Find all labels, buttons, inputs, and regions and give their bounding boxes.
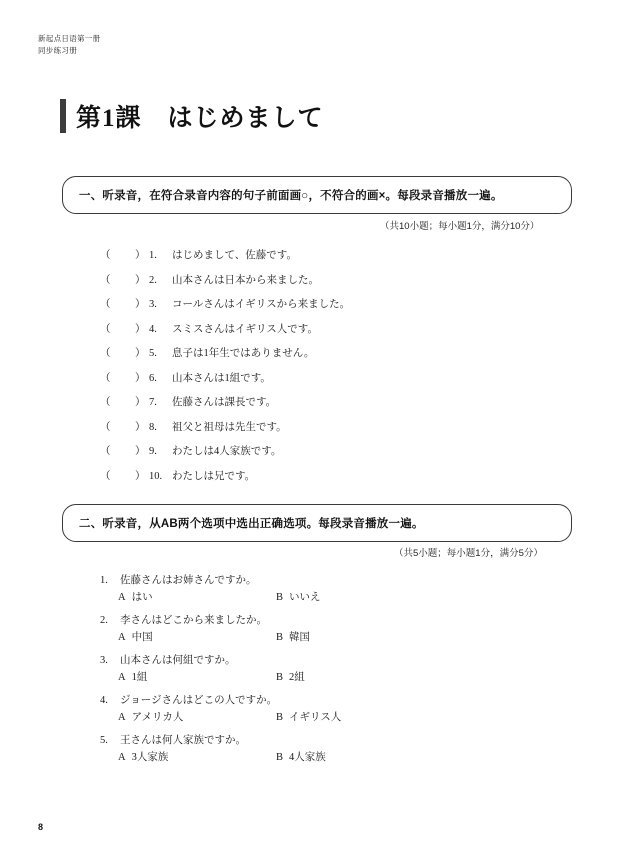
paren-right: ） [135, 470, 146, 482]
option-a[interactable] [118, 629, 276, 644]
item-number: 5. [149, 348, 157, 359]
section-2-heading-box [62, 504, 572, 542]
section-2-list [100, 572, 341, 772]
option-a-letter: A [118, 592, 126, 603]
list-item[interactable] [100, 321, 350, 346]
item-text: はじめまして、佐藤です。 [172, 250, 297, 261]
option-b-text: 4人家族 [289, 752, 326, 763]
option-b-text: 韓国 [289, 632, 311, 643]
item-number: 1. [100, 575, 108, 586]
item-text: スミスさんはイギリス人です。 [172, 323, 318, 335]
item-number: 3. [100, 655, 108, 666]
option-a-letter: A [118, 632, 126, 643]
item-text: わたしは兄です。 [172, 470, 256, 482]
option-b-letter: B [276, 592, 284, 603]
option-b-letter: B [276, 672, 284, 683]
book-header [38, 33, 100, 56]
paren-right: ） [135, 421, 146, 433]
option-a[interactable] [118, 709, 276, 724]
section-1-heading-box [62, 176, 572, 214]
item-text: ジョージさんはどこの人ですか。 [120, 695, 278, 706]
list-item[interactable] [100, 370, 350, 395]
list-item [100, 612, 341, 644]
option-b-text: イギリス人 [289, 712, 342, 723]
option-b[interactable] [276, 669, 305, 684]
list-item[interactable] [100, 419, 350, 444]
paren-left: （ [100, 250, 111, 261]
page-number: 8 [38, 822, 44, 832]
option-b-text: いいえ [289, 592, 321, 603]
item-number: 4. [149, 323, 157, 335]
paren-left: （ [100, 397, 111, 408]
option-a-text: 中国 [131, 632, 153, 643]
section-1-heading: 一、听录音，在符合录音内容的句子前面画○，不符合的画×。每段录音播放一遍。 [79, 190, 503, 202]
item-text: 祖父と祖母は先生です。 [172, 421, 287, 433]
item-text: 王さんは何人家族ですか。 [120, 735, 246, 746]
option-a-text: アメリカ人 [131, 712, 184, 723]
list-item[interactable] [100, 468, 350, 493]
item-number: 2. [100, 615, 108, 626]
page-title: 第1課 はじめまして [76, 105, 324, 132]
lesson-title [60, 98, 324, 134]
paren-left: （ [100, 470, 111, 482]
section-2-points: （共5小题；每小题1分，满分5分） [394, 548, 543, 559]
paren-left: （ [100, 372, 111, 384]
item-text: 山本さんは日本から来ました。 [172, 274, 319, 286]
paren-left: （ [100, 446, 111, 457]
option-b[interactable] [276, 709, 341, 724]
list-item [100, 652, 341, 684]
paren-right: ） [135, 299, 146, 310]
item-text: 山本さんは何組ですか。 [120, 655, 236, 666]
item-number: 8. [149, 421, 157, 433]
item-text: 佐藤さんは課長です。 [172, 397, 277, 408]
option-a-text: 3人家族 [131, 752, 169, 763]
paren-left: （ [100, 323, 111, 335]
paren-left: （ [100, 299, 111, 310]
book-title-line1: 新起点日语第一册 [38, 34, 101, 43]
item-number: 9. [149, 446, 157, 457]
paren-right: ） [135, 397, 146, 408]
option-b-letter: B [276, 632, 284, 643]
paren-right: ） [135, 250, 146, 261]
option-b-letter: B [276, 712, 284, 723]
paren-right: ） [135, 274, 146, 286]
item-text: 息子は1年生ではありません。 [172, 348, 315, 359]
item-text: わたしは4人家族です。 [172, 446, 282, 457]
list-item[interactable] [100, 272, 350, 297]
list-item[interactable] [100, 296, 350, 321]
paren-left: （ [100, 348, 111, 359]
list-item [100, 692, 341, 724]
option-b-letter: B [276, 752, 284, 763]
list-item[interactable] [100, 247, 350, 272]
paren-right: ） [135, 446, 146, 457]
option-a-text: 1組 [131, 672, 148, 683]
item-text: 李さんはどこから来ましたか。 [120, 615, 267, 626]
option-a[interactable] [118, 749, 276, 764]
list-item[interactable] [100, 345, 350, 370]
item-number: 1. [149, 250, 157, 261]
item-number: 2. [149, 274, 157, 286]
list-item[interactable] [100, 394, 350, 419]
option-a-letter: A [118, 712, 126, 723]
item-text: コールさんはイギリスから来ました。 [172, 299, 351, 310]
section-1-points: （共10小题；每小题1分，满分10分） [380, 221, 540, 232]
list-item [100, 732, 341, 764]
option-a-text: はい [131, 592, 153, 603]
item-text: 佐藤さんはお姉さんですか。 [120, 575, 257, 586]
option-a[interactable] [118, 669, 276, 684]
item-number: 4. [100, 695, 108, 706]
paren-left: （ [100, 421, 111, 433]
option-b-text: 2組 [289, 672, 305, 683]
option-b[interactable] [276, 749, 326, 764]
section-1-list [100, 247, 350, 492]
paren-right: ） [135, 348, 146, 359]
option-a-letter: A [118, 672, 126, 683]
item-number: 6. [149, 372, 157, 384]
item-number: 10. [149, 470, 163, 482]
item-number: 5. [100, 735, 108, 746]
list-item[interactable] [100, 443, 350, 468]
option-b[interactable] [276, 589, 321, 604]
paren-right: ） [135, 323, 146, 335]
paren-left: （ [100, 274, 111, 286]
item-number: 3. [149, 299, 157, 310]
book-title-line2: 同步练习册 [38, 45, 77, 55]
item-number: 7. [149, 397, 157, 408]
title-accent-bar [60, 99, 66, 133]
option-a-letter: A [118, 752, 126, 763]
option-b[interactable] [276, 629, 310, 644]
option-a[interactable] [118, 589, 276, 604]
paren-right: ） [135, 372, 146, 384]
section-2-heading: 二、听录音，从AB两个选项中选出正确选项。每段录音播放一遍。 [79, 518, 424, 530]
item-text: 山本さんは1組です。 [172, 372, 271, 384]
list-item [100, 572, 341, 604]
